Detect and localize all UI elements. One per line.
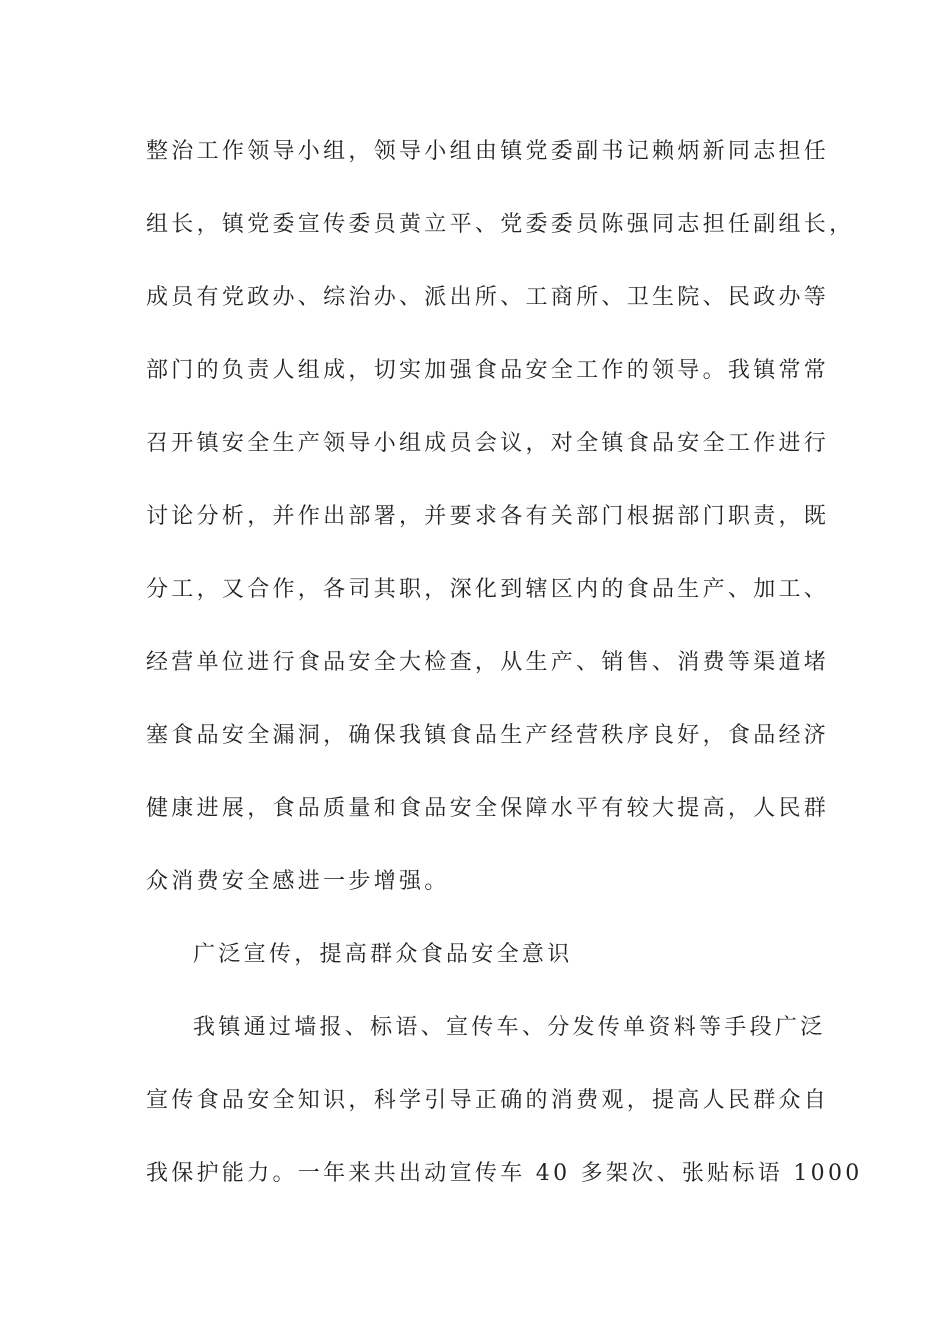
body-text [146, 130, 863, 1225]
text-line: 讨论分析，并作出部署，并要求各有关部门根据部门职责，既 [146, 504, 830, 529]
text-line: 分工，又合作，各司其职，深化到辖区内的食品生产、加工、 [146, 577, 830, 602]
text-line: 我保护能力。一年来共出动宣传车 40 多架次、张贴标语 1000 [146, 1161, 863, 1186]
text-line: 召开镇安全生产领导小组成员会议，对全镇食品安全工作进行 [146, 431, 830, 456]
text-line: 整治工作领导小组，领导小组由镇党委副书记赖炳新同志担任 [146, 139, 830, 164]
text-line: 塞食品安全漏洞，确保我镇食品生产经营秩序良好，食品经济 [146, 723, 830, 748]
text-line: 宣传食品安全知识，科学引导正确的消费观，提高人民群众自 [146, 1088, 830, 1113]
text-line: 部门的负责人组成，切实加强食品安全工作的领导。我镇常常 [146, 358, 830, 383]
text-line: 成员有党政办、综治办、派出所、工商所、卫生院、民政办等 [146, 285, 830, 310]
text-line: 健康进展，食品质量和食品安全保障水平有较大提高，人民群 [146, 796, 830, 821]
section-heading: 广泛宣传，提高群众食品安全意识 [193, 942, 573, 967]
text-line: 我镇通过墙报、标语、宣传车、分发传单资料等手段广泛 [193, 1015, 826, 1040]
text-line: 众消费安全感进一步增强。 [146, 869, 450, 894]
text-line: 经营单位进行食品安全大检查，从生产、销售、消费等渠道堵 [146, 650, 830, 675]
text-line: 组长，镇党委宣传委员黄立平、党委委员陈强同志担任副组长， [146, 212, 855, 237]
